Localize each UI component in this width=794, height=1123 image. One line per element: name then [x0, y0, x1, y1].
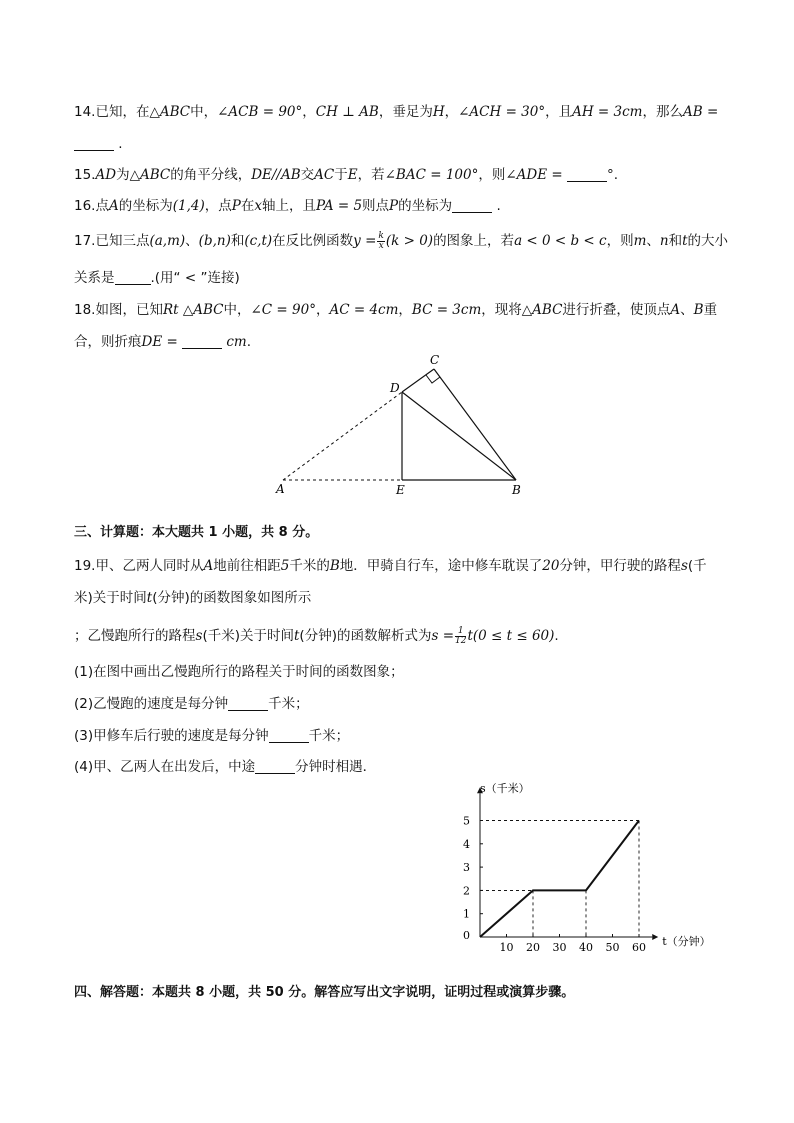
section-4-title: 四、解答题：本题共 8 小题，共 50 分。解答应写出文字说明，证明过程或演算步骤。	[74, 985, 575, 1000]
q14-perpendicular: CH ⊥ AB	[315, 104, 379, 120]
q17-hint: .(用“ < ”连接)	[150, 270, 240, 286]
q18-b: B	[693, 302, 704, 318]
question-14-line-1	[74, 102, 718, 122]
question-19-line-2	[74, 588, 311, 608]
q19-fraction	[455, 627, 466, 646]
q16-text: 的坐标为	[118, 198, 173, 214]
segment-ad-dashed	[283, 392, 402, 480]
label-e: E	[396, 483, 405, 497]
q19-text: 地前往相距	[213, 558, 281, 574]
y-tick-label-2: 2	[463, 884, 470, 898]
q17-y-equals: y =	[353, 233, 377, 249]
q17-text: 和	[668, 233, 683, 249]
q16-text: ，点	[204, 198, 232, 214]
question-19-part-2	[74, 694, 309, 714]
q17-fraction	[377, 232, 384, 251]
q18-end: .	[246, 334, 252, 350]
q19-p4-blank[interactable]	[255, 759, 295, 774]
q19-p4-text: (4)甲、乙两人在出发后，中途	[74, 759, 256, 775]
question-19-line-1	[74, 556, 707, 576]
question-15	[74, 165, 618, 185]
q15-text: 的角平分线，	[170, 167, 252, 183]
segment-cb	[434, 369, 516, 480]
q17-frac-den: x	[378, 240, 384, 251]
q18-text: ，现将	[481, 302, 522, 318]
q14-angle-acb: ∠ACB = 90°	[217, 104, 303, 120]
label-b: B	[512, 483, 521, 497]
q14-answer-blank[interactable]	[74, 136, 114, 151]
y-tick-label-3: 3	[463, 861, 470, 875]
q17-point-2: (b,n)	[198, 233, 231, 249]
question-17-line-2	[74, 268, 240, 288]
q19-text: 分钟，甲行驶的路程	[559, 558, 681, 574]
q15-parallel: DE//AB	[251, 167, 301, 183]
q19-text: 地．甲骑自行车，途中修车耽误了	[339, 558, 543, 574]
chart-series	[480, 821, 639, 938]
q17-answer-blank[interactable]	[115, 270, 151, 285]
q15-text: 交	[300, 167, 315, 183]
q16-coord: (1,4)	[172, 198, 205, 214]
q19-p2-text: (2)乙慢跑的速度是每分钟	[74, 696, 229, 712]
q19-text: (分钟)的函数图象如图所示	[152, 590, 312, 606]
q17-t: t	[682, 233, 688, 249]
q14-text: ，垂足为	[378, 104, 433, 120]
q18-text: 合，则折痕	[74, 334, 142, 350]
question-18-line-1	[74, 300, 717, 320]
q18-answer-blank[interactable]	[182, 334, 222, 349]
q16-text: 在	[240, 198, 255, 214]
q19-b: B	[329, 558, 340, 574]
q14-text: ，且	[545, 104, 573, 120]
q17-text: 关系是	[74, 270, 115, 286]
q17-text: 、	[185, 233, 199, 249]
q18-text: 重	[703, 302, 718, 318]
label-d: D	[390, 381, 400, 395]
q14-ab-equals: AB =	[682, 104, 719, 120]
q16-text: 则点	[362, 198, 390, 214]
q15-angle-ade: ∠ADE =	[505, 167, 563, 183]
q16-p: P	[231, 198, 241, 214]
origin-label: 0	[463, 929, 470, 942]
question-19-part-3	[74, 726, 349, 746]
y-axis-title: s（千米）	[480, 782, 530, 795]
right-angle-mark	[426, 375, 440, 383]
q17-text: 在反比例函数	[272, 233, 354, 249]
x-tick-label-50: 50	[605, 941, 620, 954]
q19-s-equals: s =	[431, 628, 454, 644]
q19-s: s	[195, 628, 203, 644]
q19-t: t	[293, 628, 300, 644]
q15-angle-bac: ∠BAC = 100°	[384, 167, 479, 183]
q15-answer-blank[interactable]	[567, 167, 607, 182]
q15-triangle: △ABC	[129, 167, 171, 183]
y-tick-label-1: 1	[463, 907, 470, 921]
q18-triangle: Rt △ABC	[162, 302, 224, 318]
q17-condition: (k > 0)	[385, 233, 434, 249]
q18-text: 进行折叠，使顶点	[562, 302, 671, 318]
q18-triangle-2: △ABC	[521, 302, 563, 318]
q17-point-3: (c,t)	[244, 233, 273, 249]
q19-p3-blank[interactable]	[269, 728, 309, 743]
distance-time-chart	[450, 776, 740, 958]
q19-p3-unit: 千米；	[308, 728, 350, 744]
q17-m: m	[633, 233, 647, 249]
q16-p2: P	[389, 198, 399, 214]
q14-text: ，那么	[642, 104, 683, 120]
q17-frac-num: k	[378, 230, 384, 241]
q14-text: ，	[444, 104, 459, 120]
q19-p4-text-end: 分钟时相遇．	[295, 759, 377, 775]
q19-p2-unit: 千米；	[268, 696, 309, 712]
q18-a: A	[670, 302, 681, 318]
question-16	[74, 196, 501, 216]
chart-axes	[477, 787, 658, 940]
q15-text: 于	[334, 167, 348, 183]
q19-frac-num: 1	[455, 627, 466, 637]
q17-text: 的大小	[687, 233, 729, 249]
q14-triangle: △ABC	[149, 104, 191, 120]
q19-domain: t(0 ≤ t ≤ 60)	[467, 628, 555, 644]
q15-text: ，若	[357, 167, 385, 183]
q19-t: t	[146, 590, 153, 606]
label-a: A	[276, 482, 285, 496]
q19-text: 千米的	[289, 558, 330, 574]
q19-text: 19.甲、乙两人同时从	[74, 558, 204, 574]
x-tick-label-20: 20	[526, 941, 540, 954]
q16-end: .	[496, 198, 501, 214]
q18-text: 、	[680, 302, 694, 318]
segment-dc	[402, 369, 434, 392]
q16-pa: PA = 5	[315, 198, 363, 214]
section-3-title: 三、计算题：本大题共 1 小题，共 8 分。	[74, 525, 319, 540]
q19-text: (千	[687, 558, 707, 574]
x-tick-label-40: 40	[579, 941, 593, 954]
q18-text: ，	[398, 302, 412, 318]
label-c: C	[430, 353, 440, 367]
q16-x: x	[254, 198, 262, 214]
q15-ac: AC	[314, 167, 335, 183]
q19-p3-text: (3)甲修车后行驶的速度是每分钟	[74, 728, 269, 744]
q17-text: 、	[646, 233, 660, 249]
q14-text: 中，	[190, 104, 218, 120]
q19-text: (分钟)的函数解析式为	[299, 628, 432, 644]
q18-angle-c: ∠C = 90°	[250, 302, 316, 318]
q17-lead: 17.已知三点	[74, 233, 150, 249]
q15-e: E	[347, 167, 358, 183]
q19-end: .	[554, 628, 559, 644]
q15-end: °.	[606, 167, 619, 183]
q17-inequality: a < 0 < b < c	[514, 233, 607, 249]
q18-text: ，	[315, 302, 330, 318]
q18-bc: BC = 3cm	[411, 302, 482, 318]
x-tick-label-10: 10	[499, 941, 514, 954]
q14-text: ，	[302, 104, 316, 120]
q18-ac: AC = 4cm	[329, 302, 399, 318]
q18-unit: cm	[226, 334, 247, 350]
q19-a: A	[203, 558, 214, 574]
question-14-line-2	[74, 134, 123, 154]
q19-frac-den: 12	[455, 635, 467, 646]
question-17-line-1	[74, 231, 728, 251]
q19-text: 米)关于时间	[74, 590, 147, 606]
q17-text: 的图象上，若	[433, 233, 515, 249]
question-19-part-4	[74, 757, 376, 777]
q16-answer-blank[interactable]	[452, 198, 492, 213]
q14-end: .	[118, 136, 123, 152]
q16-text: 的坐标为	[398, 198, 453, 214]
q19-text: ；乙慢跑所行的路程	[74, 628, 196, 644]
question-18-line-2	[74, 332, 251, 352]
fold-triangle-figure	[268, 350, 530, 500]
q19-s: s	[680, 558, 688, 574]
y-tick-label-5: 5	[463, 814, 470, 828]
series-line-0	[480, 821, 639, 938]
q17-text: 和	[230, 233, 245, 249]
q16-a: A	[108, 198, 119, 214]
q15-text: 为	[116, 167, 130, 183]
question-19-line-3	[74, 626, 559, 646]
q17-n: n	[659, 233, 669, 249]
q15-text: ，则	[478, 167, 506, 183]
q17-text: ，则	[606, 233, 634, 249]
q18-lead: 18.如图，已知	[74, 302, 163, 318]
x-axis-title: t（分钟）	[662, 935, 711, 948]
x-tick-label-60: 60	[632, 941, 646, 954]
q16-lead: 16.点	[74, 198, 109, 214]
q15-ad: AD	[95, 167, 117, 183]
x-axis-arrow	[652, 934, 658, 940]
question-19-part-1: (1)在图中画出乙慢跑所行的路程关于时间的函数图象；	[74, 664, 404, 680]
q18-text: 中，	[223, 302, 251, 318]
y-tick-label-4: 4	[463, 837, 470, 851]
q14-point-h: H	[432, 104, 445, 120]
q18-de: DE =	[141, 334, 178, 350]
q15-lead: 15.	[74, 167, 96, 183]
segment-db	[402, 392, 516, 480]
chart-guides	[480, 821, 639, 938]
q14-lead: 14.已知，在	[74, 104, 150, 120]
q17-point-1: (a,m)	[149, 233, 186, 249]
q19-distance: 5	[280, 558, 290, 574]
q14-angle-ach: ∠ACH = 30°	[458, 104, 546, 120]
q19-delay: 20	[542, 558, 560, 574]
q16-text: 轴上，且	[261, 198, 316, 214]
q19-text: (千米)关于时间	[202, 628, 294, 644]
q14-ah-length: AH = 3cm	[572, 104, 643, 120]
q19-p2-blank[interactable]	[228, 696, 268, 711]
chart-labels	[463, 781, 711, 954]
x-tick-label-30: 30	[552, 941, 567, 954]
